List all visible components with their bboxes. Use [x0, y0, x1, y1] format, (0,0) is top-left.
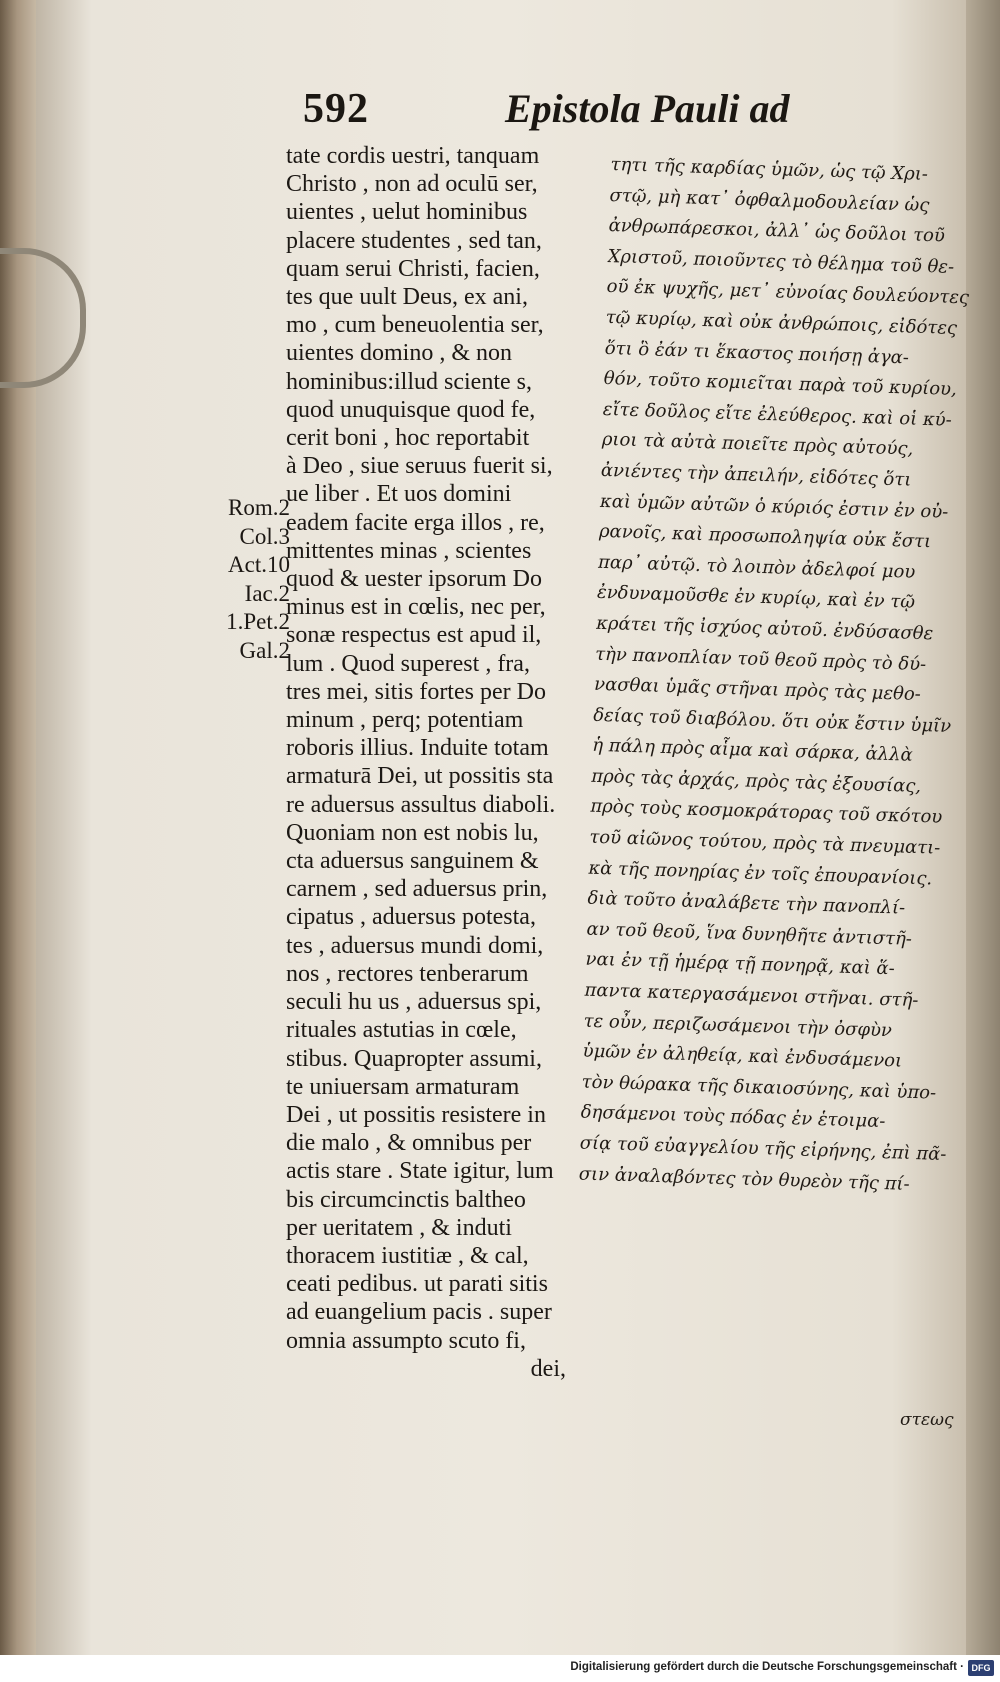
latin-line: bis circumcinctis baltheo [286, 1186, 526, 1213]
latin-line: mo , cum beneuolentia ser, [286, 312, 544, 339]
latin-line: cipatus , aduersus potesta, [286, 904, 536, 931]
greek-line: ριοι τὰ αὐτὰ ποιεῖτε πρὸς αὐτούς, [601, 429, 914, 460]
latin-line: eadem facite erga illos , re, [286, 509, 545, 536]
greek-line: σίᾳ τοῦ εὐαγγελίου τῆς εἰρήνης, ἐπὶ πᾶ- [579, 1132, 947, 1166]
footer-bar [0, 1655, 1000, 1682]
margin-reference: Act.10 [228, 552, 290, 577]
greek-line: εἴτε δοῦλος εἴτε ἐλεύθερος. καὶ οἱ κύ- [602, 398, 953, 431]
latin-line: Dei , ut possitis resistere in [286, 1101, 546, 1128]
greek-line: παρ᾽ αὐτῷ. τὸ λοιπὸν ἀδελφοί μου [597, 551, 916, 583]
page-header [0, 85, 1000, 145]
latin-line: ue liber . Et uos domini [286, 481, 512, 508]
margin-reference: Rom.2 [228, 495, 290, 520]
latin-line: ceati pedibus. ut parati sitis [286, 1271, 548, 1298]
latin-line: omnia assumpto scuto fi, [286, 1327, 526, 1354]
greek-line: κράτει τῆς ἰσχύος αὐτοῦ. ἐνδύσασθε [595, 612, 934, 645]
greek-manuscript-column [578, 150, 990, 1202]
latin-line: quod unuquisque quod fe, [286, 396, 536, 423]
latin-line: tes que uult Deus, ex ani, [286, 284, 528, 311]
greek-line: Χριστοῦ, ποιοῦντες τὸ θέλημα τοῦ θε- [607, 245, 955, 278]
page-number: 592 [303, 86, 369, 132]
latin-line: rituales astutias in cœle, [286, 1017, 517, 1044]
latin-line: lum . Quod superest , fra, [286, 650, 530, 677]
latin-line: thoracem iustitiæ , & cal, [286, 1242, 529, 1269]
greek-line: τοῦ αἰῶνος τούτου, πρὸς τὰ πνευματι- [589, 826, 941, 859]
greek-line: οῦ ἐκ ψυχῆς, μετ᾽ εὐνοίας δουλεύοντες [606, 276, 970, 309]
greek-line: ἀνθρωπάρεσκοι, ἀλλ᾽ ὡς δοῦλοι τοῦ [608, 215, 946, 247]
latin-line: re aduersus assultus diaboli. [286, 791, 556, 818]
latin-line: stibus. Quapropter assumi, [286, 1045, 542, 1072]
latin-line: tres mei, sitis fortes per Do [286, 678, 546, 705]
margin-reference: Iac.2 [244, 580, 290, 606]
greek-line: τὴν πανοπλίαν τοῦ θεοῦ πρὸς τὸ δύ- [594, 643, 927, 675]
latin-line: uientes domino , & non [286, 340, 512, 367]
latin-line: dei, [530, 1355, 566, 1382]
latin-line: seculi hu us , aduersus spi, [286, 989, 542, 1016]
greek-line: σιν ἀναλαβόντες τὸν θυρεὸν τῆς πί- [578, 1163, 910, 1195]
latin-line: à Deo , siue seruus fuerit si, [286, 453, 553, 480]
dfg-logo: DFG [968, 1660, 994, 1676]
latin-line: ad euangelium pacis . super [286, 1299, 552, 1326]
greek-line: ρανοῖς, καὶ προσωποληψία οὐκ ἔστι [598, 520, 932, 553]
greek-line: πρὸς τὰς ἀρχάς, πρὸς τὰς ἐξουσίας, [590, 765, 922, 797]
latin-line: tes , aduersus mundi domi, [286, 932, 544, 959]
latin-line: minum , perq; potentiam [286, 707, 524, 734]
greek-line: ἡ πάλη πρὸς αἷμα καὶ σάρκα, ἀλλὰ [591, 734, 914, 767]
greek-line: κὰ τῆς πονηρίας ἐν τοῖς ἐπουρανίοις. [588, 857, 933, 890]
latin-line: carnem , sed aduersus prin, [286, 876, 548, 903]
latin-line: roboris illius. Induite totam [286, 735, 549, 762]
latin-line: placere studentes , sed tan, [286, 227, 542, 254]
margin-reference: Gal.2 [239, 637, 290, 663]
latin-line: actis stare . State igitur, lum [286, 1158, 554, 1185]
greek-line: ὅτι ὃ ἐάν τι ἕκαστος ποιήσῃ ἀγα- [604, 337, 910, 369]
greek-line: παντα κατεργασάμενοι στῆναι. στῆ- [584, 979, 919, 1012]
latin-line: per ueritatem , & induti [286, 1214, 512, 1241]
latin-line: Christo , non ad oculū ser, [286, 171, 538, 198]
latin-line: Quoniam non est nobis lu, [286, 819, 539, 846]
greek-line: δείας τοῦ διαβόλου. ὅτι οὐκ ἔστιν ὑμῖν [592, 704, 952, 737]
greek-line: τῷ κυρίῳ, καὶ οὐκ ἀνθρώποις, εἰδότες [605, 306, 958, 339]
latin-line: nos , rectores tenberarum [286, 960, 529, 987]
greek-line: πρὸς τοὺς κοσμοκράτορας τοῦ σκότου [590, 796, 943, 829]
greek-line: διὰ τοῦτο ἀναλάβετε τὴν πανοπλί- [587, 887, 906, 919]
latin-line: armaturā Dei, ut possitis sta [286, 763, 554, 790]
greek-line: δησάμενοι τοὺς πόδας ἐν ἑτοιμα- [580, 1101, 886, 1133]
margin-references [200, 494, 290, 665]
latin-line: quod & uester ipsorum Do [286, 566, 542, 593]
latin-line: cerit boni , hoc reportabit [286, 425, 530, 452]
latin-column [286, 142, 586, 1383]
greek-line: ὑμῶν ἐν ἀληθείᾳ, καὶ ἐνδυσάμενοι [582, 1040, 903, 1072]
latin-line: minus est in cœlis, nec per, [286, 594, 546, 621]
latin-line: quam serui Christi, facien, [286, 255, 540, 282]
catchword: στεως [900, 1410, 954, 1430]
latin-line: hominibus:illud sciente s, [286, 368, 532, 395]
latin-line: te uniuersam armaturam [286, 1073, 520, 1100]
latin-line: sonæ respectus est apud il, [286, 622, 542, 649]
margin-reference: 1.Pet.2 [226, 609, 290, 634]
greek-line: τὸν θώρακα τῆς δικαιοσύνης, καὶ ὑπο- [581, 1071, 937, 1104]
latin-line: uientes , uelut hominibus [286, 199, 528, 226]
greek-line: νασθαι ὑμᾶς στῆναι πρὸς τὰς μεθο- [593, 673, 922, 706]
latin-line: cta aduersus sanguinem & [286, 848, 539, 875]
greek-line: καὶ ὑμῶν αὐτῶν ὁ κύριός ἐστιν ἐν οὐ- [599, 490, 949, 523]
digitization-credit: Digitalisierung gefördert durch die Deutsche Forschungsgemeinschaft · [570, 1661, 964, 1673]
latin-line: die malo , & omnibus per [286, 1130, 532, 1157]
greek-line: ἐνδυναμοῦσθε ἐν κυρίῳ, καὶ ἐν τῷ [596, 582, 916, 614]
greek-line: αν τοῦ θεοῦ, ἵνα δυνηθῆτε ἀντιστῆ- [586, 918, 913, 950]
greek-line: θόν, τοῦτο κομιεῖται παρὰ τοῦ κυρίου, [603, 368, 958, 401]
greek-line: τε οὖν, περιζωσάμενοι τὴν ὀσφὺν [583, 1010, 893, 1041]
greek-line: τητι τῆς καρδίας ὑμῶν, ὡς τῷ Χρι- [610, 153, 929, 185]
latin-line: mittentes minas , scientes [286, 537, 532, 564]
greek-line: στῷ, μὴ κατ᾽ ὀφθαλμοδουλείαν ὡς [609, 184, 930, 216]
margin-reference: Col.3 [239, 523, 290, 549]
running-head: Epistola Pauli ad [505, 86, 790, 131]
latin-line: tate cordis uestri, tanquam [286, 143, 540, 169]
greek-line: ἀνιέντες τὴν ἀπειλήν, εἰδότες ὅτι [600, 459, 912, 491]
greek-line: ναι ἐν τῇ ἡμέρᾳ τῇ πονηρᾷ, καὶ ἅ- [585, 949, 896, 980]
